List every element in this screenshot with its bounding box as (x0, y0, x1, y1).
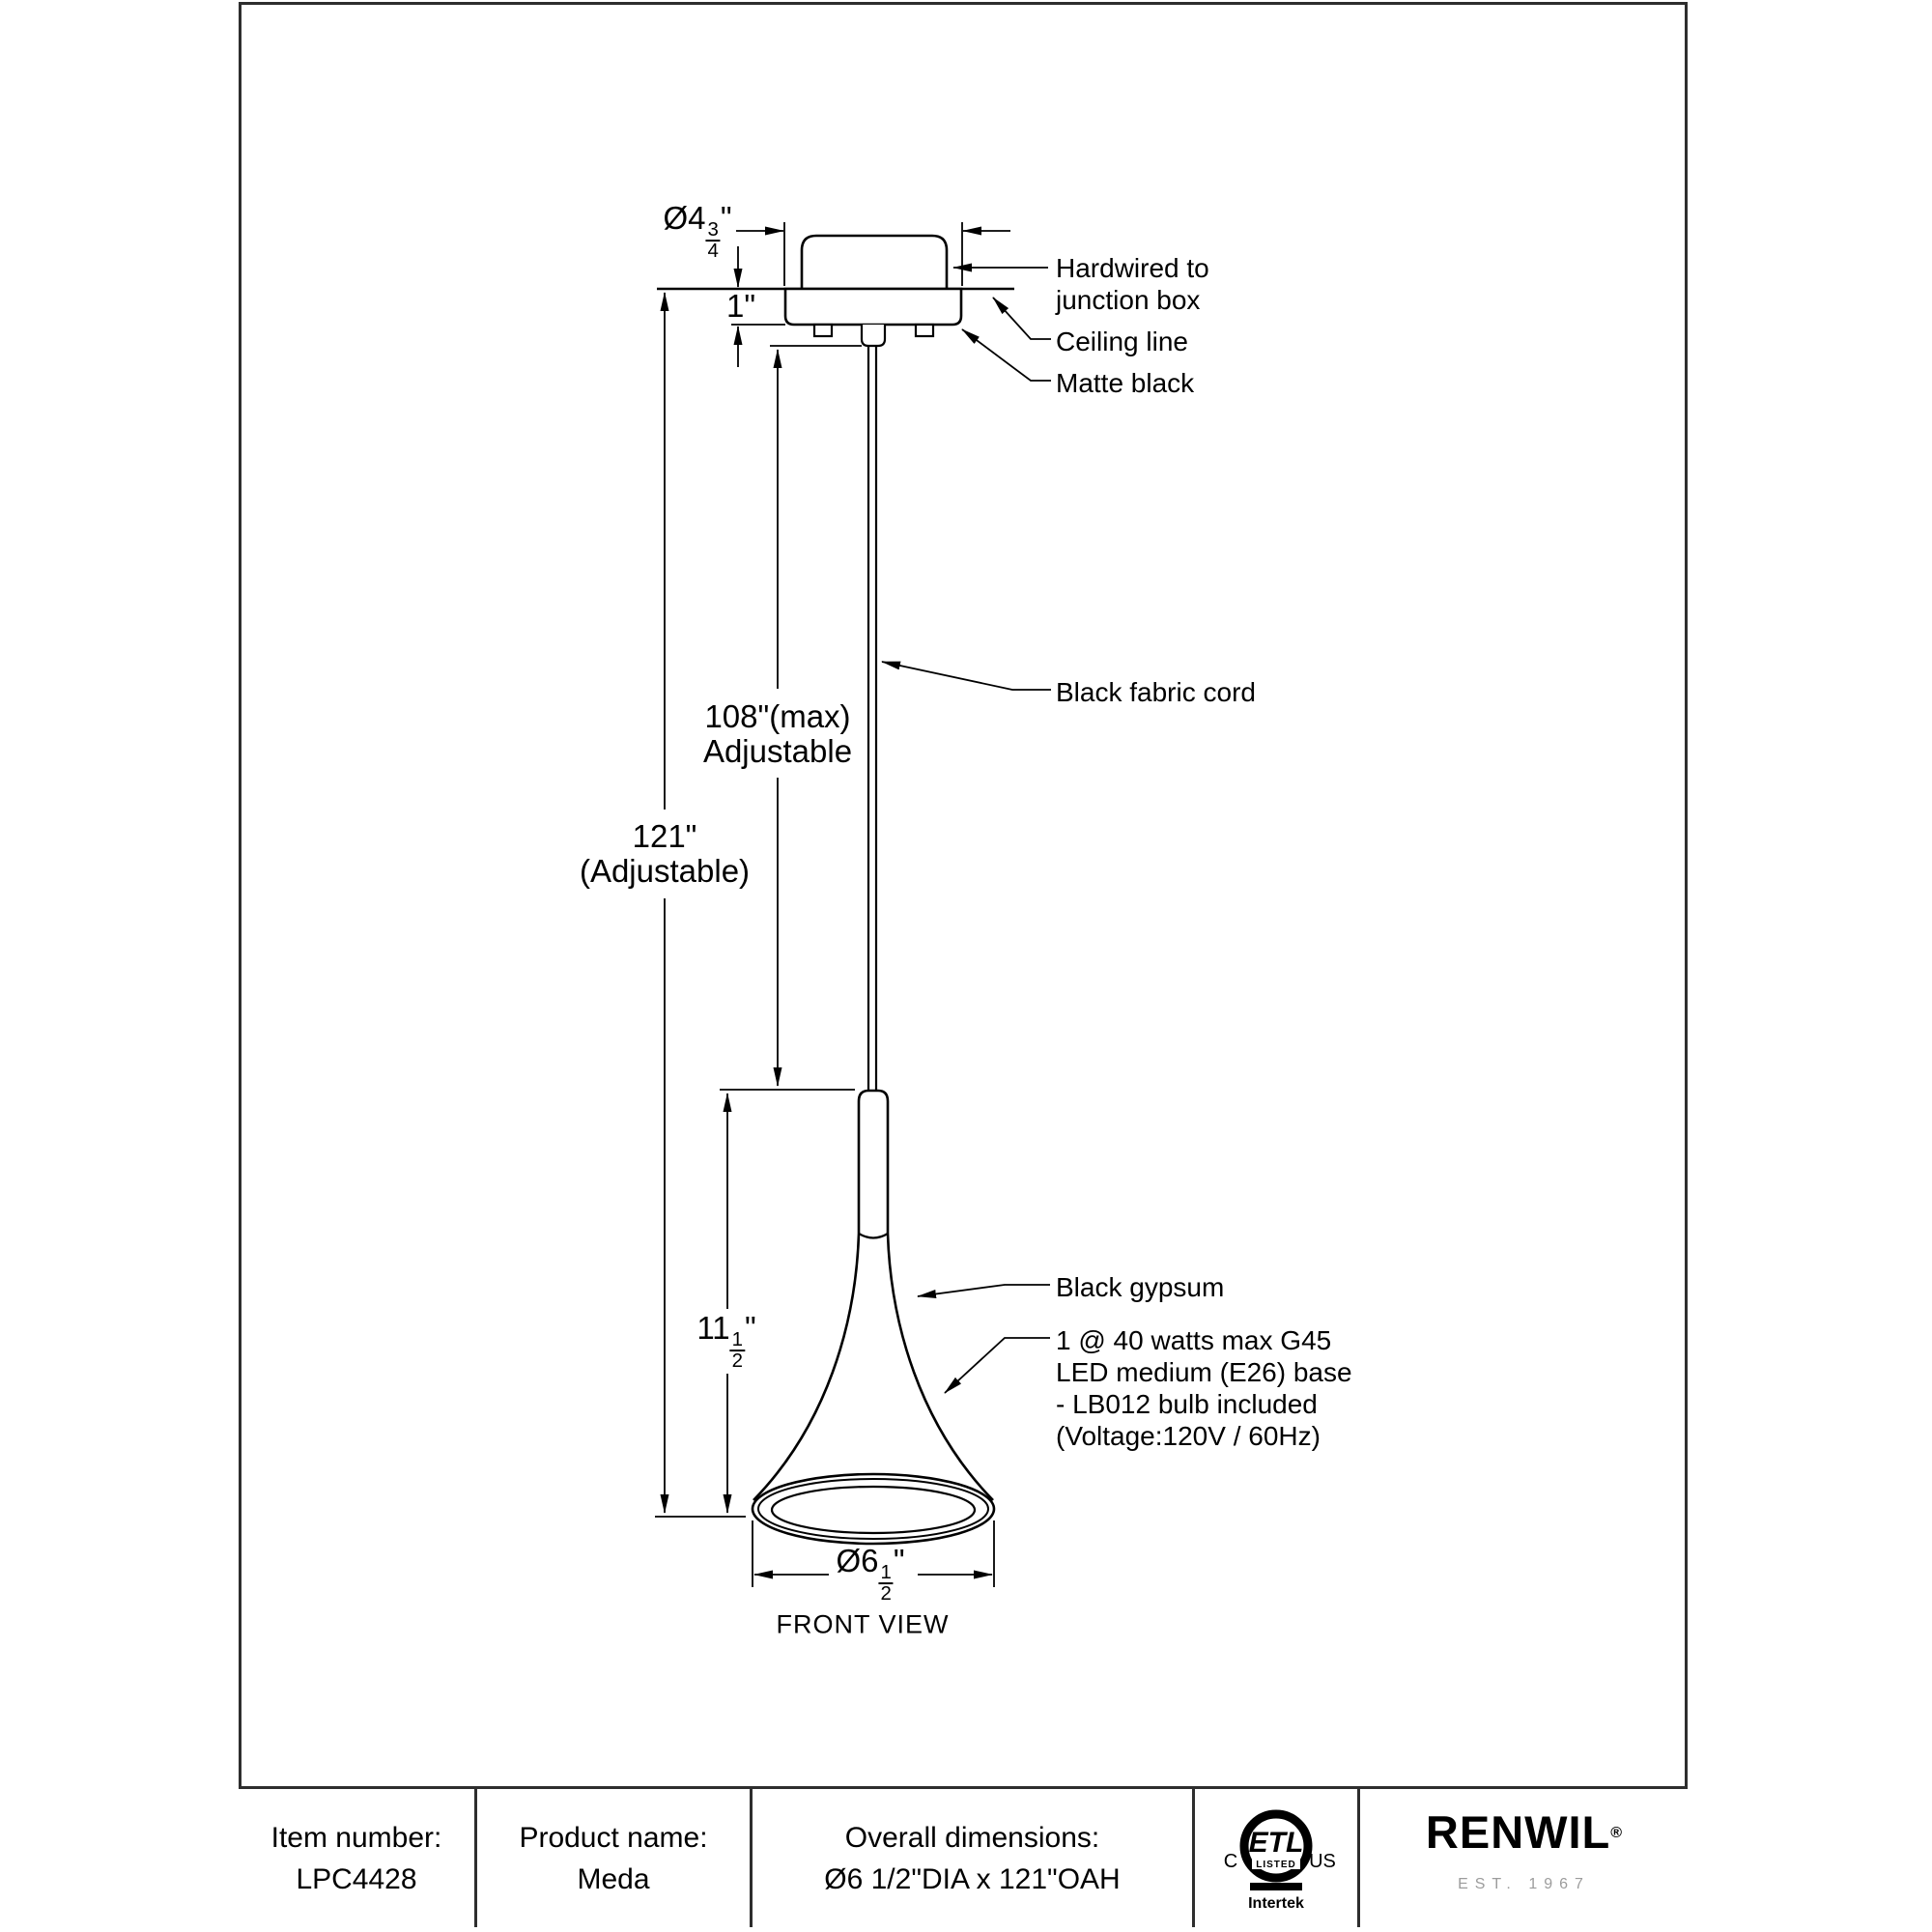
leader-bulb (945, 1338, 1050, 1393)
label-ceiling-line: Ceiling line (1056, 327, 1188, 356)
label-hardwired (1056, 252, 1209, 316)
brand-logo (1425, 1806, 1623, 1860)
overall-dimensions-cell (753, 1789, 1195, 1927)
shade-stem (859, 1091, 888, 1234)
svg-text:ETL: ETL (1248, 1826, 1304, 1859)
label-bulb-spec-line1: 1 @ 40 watts max G45 (1056, 1325, 1332, 1355)
svg-text:C: C (1223, 1850, 1238, 1872)
junction-box (802, 236, 947, 289)
label-black-fabric-cord: Black fabric cord (1056, 677, 1256, 707)
canopy (785, 289, 961, 325)
leader-gypsum (918, 1285, 1050, 1296)
canopy-tab-left (814, 325, 832, 336)
label-bulb-spec (1056, 1324, 1352, 1452)
front-view-label: FRONT VIEW (776, 1609, 950, 1639)
dim-cord-length (703, 699, 852, 769)
shade-cone-right (888, 1234, 993, 1500)
dim-canopy-height: 1" (725, 288, 756, 324)
brand-cell (1360, 1789, 1688, 1927)
canopy-tab-right (916, 325, 933, 336)
svg-text:Intertek: Intertek (1248, 1894, 1304, 1912)
dim-overall-height-line1: 121" (632, 818, 697, 854)
brand-name: RENWIL (1425, 1806, 1611, 1858)
label-bulb-spec-line4: (Voltage:120V / 60Hz) (1056, 1421, 1321, 1451)
label-matte-black: Matte black (1056, 368, 1195, 398)
shade-stem-joint (859, 1234, 888, 1238)
label-hardwired-line2: junction box (1056, 285, 1201, 315)
label-hardwired-line1: Hardwired to (1056, 253, 1209, 283)
svg-text:US: US (1309, 1850, 1336, 1872)
dim-cord-length-line2: Adjustable (702, 733, 853, 769)
item-number-label: Item number: (270, 1821, 442, 1854)
svg-text:LISTED: LISTED (1256, 1859, 1296, 1870)
overall-dimensions-label: Overall dimensions: (844, 1821, 1100, 1854)
etl-listed-icon (1213, 1802, 1339, 1916)
etl-certification-cell (1195, 1789, 1360, 1927)
overall-dimensions-value: Ø6 1/2"DIA x 121"OAH (824, 1862, 1121, 1895)
dim-shade-height: 11 $\frac{1}{2}$ " (696, 1310, 756, 1373)
shade-cone-left (753, 1234, 859, 1500)
leader-ceiling (993, 298, 1051, 339)
item-number-value: LPC4428 (296, 1862, 417, 1895)
product-name-label: Product name: (519, 1821, 708, 1854)
dim-cord-length-line1: 108"(max) (704, 698, 851, 734)
leader-cord (882, 662, 1051, 690)
brand-established: EST. 1967 (1458, 1876, 1590, 1892)
dim-canopy-diameter: Ø4 $\frac{3}{4}$ " (663, 200, 732, 263)
dim-overall-height-line2: (Adjustable) (579, 853, 751, 889)
registered-mark-icon: ® (1610, 1825, 1623, 1841)
title-block (239, 1786, 1688, 1927)
label-black-gypsum: Black gypsum (1056, 1272, 1225, 1302)
product-name-value: Meda (577, 1862, 650, 1895)
item-number-cell (239, 1789, 477, 1927)
label-bulb-spec-line3: - LB012 bulb included (1056, 1389, 1318, 1419)
leader-matte (962, 329, 1051, 381)
product-name-cell (477, 1789, 753, 1927)
dim-shade-diameter: Ø6 $\frac{1}{2}$ " (836, 1543, 905, 1605)
label-bulb-spec-line2: LED medium (E26) base (1056, 1357, 1352, 1387)
cord-grip (862, 325, 885, 346)
dim-overall-height (580, 819, 750, 889)
